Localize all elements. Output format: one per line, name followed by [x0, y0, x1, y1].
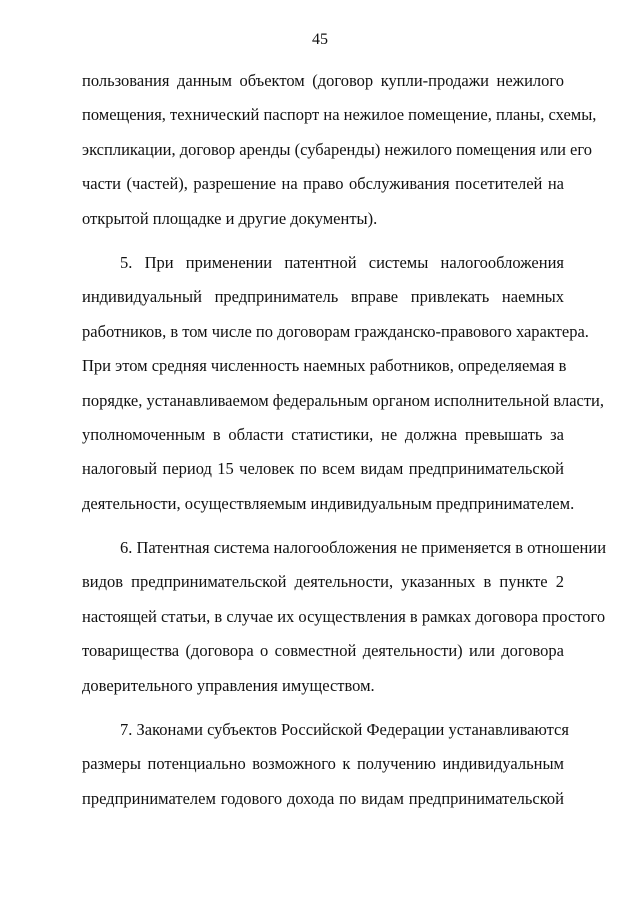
text-line: 7. Законами субъектов Российской Федерации устанавливаются [120, 720, 569, 740]
text-line: видов предпринимательской деятельности, указанных в пункте 2 [82, 572, 564, 592]
text-line: 5. При применении патентной системы налогообложения [120, 252, 564, 272]
document-body [82, 64, 607, 816]
paragraph-gap [82, 703, 564, 713]
text-line: доверительного управления имуществом. [82, 675, 375, 695]
text-line: части (частей), разрешение на право обслуживания посетителей на [82, 174, 564, 194]
text-line: предпринимателем годового дохода по видам предпринимательской [82, 788, 564, 808]
text-line: размеры потенциально возможного к получению индивидуальным [82, 754, 564, 774]
text-line: работников, в том числе по договорам гражданско-правового характера. [82, 321, 589, 341]
text-line: настоящей статьи, в случае их осуществления в рамках договора простого [82, 606, 606, 626]
page-number: 45 [312, 31, 328, 48]
text-line: индивидуальный предприниматель вправе привлекать наемных [82, 287, 564, 307]
text-line: уполномоченным в области статистики, не должна превышать за [82, 424, 564, 444]
text-line: помещения, технический паспорт на нежилое помещение, планы, схемы, [82, 105, 597, 125]
text-line: товарищества (договора о совместной деятельности) или договора [82, 641, 564, 661]
paragraph-gap [82, 521, 564, 531]
paragraph-continuation [82, 64, 597, 236]
paragraph-item-7 [82, 713, 569, 816]
text-line: экспликации, договор аренды (субаренды) нежилого помещения или его [82, 139, 592, 159]
text-line: порядке, устанавливаемом федеральным органом исполнительной власти, [82, 390, 605, 410]
paragraph-item-6 [82, 531, 607, 703]
text-line: пользования данным объектом (договор купли-продажи нежилого [82, 71, 564, 90]
text-line: При этом средняя численность наемных работников, определяемая в [82, 356, 567, 376]
text-line: налоговый период 15 человек по всем видам предпринимательской [82, 459, 564, 479]
text-line: открытой площадке и другие документы). [82, 208, 378, 228]
text-line: 6. Патентная система налогообложения не применяется в отношении [120, 538, 607, 558]
paragraph-gap [82, 236, 564, 246]
text-line: деятельности, осуществляемым индивидуальным предпринимателем. [82, 493, 575, 513]
paragraph-item-5 [82, 246, 605, 521]
